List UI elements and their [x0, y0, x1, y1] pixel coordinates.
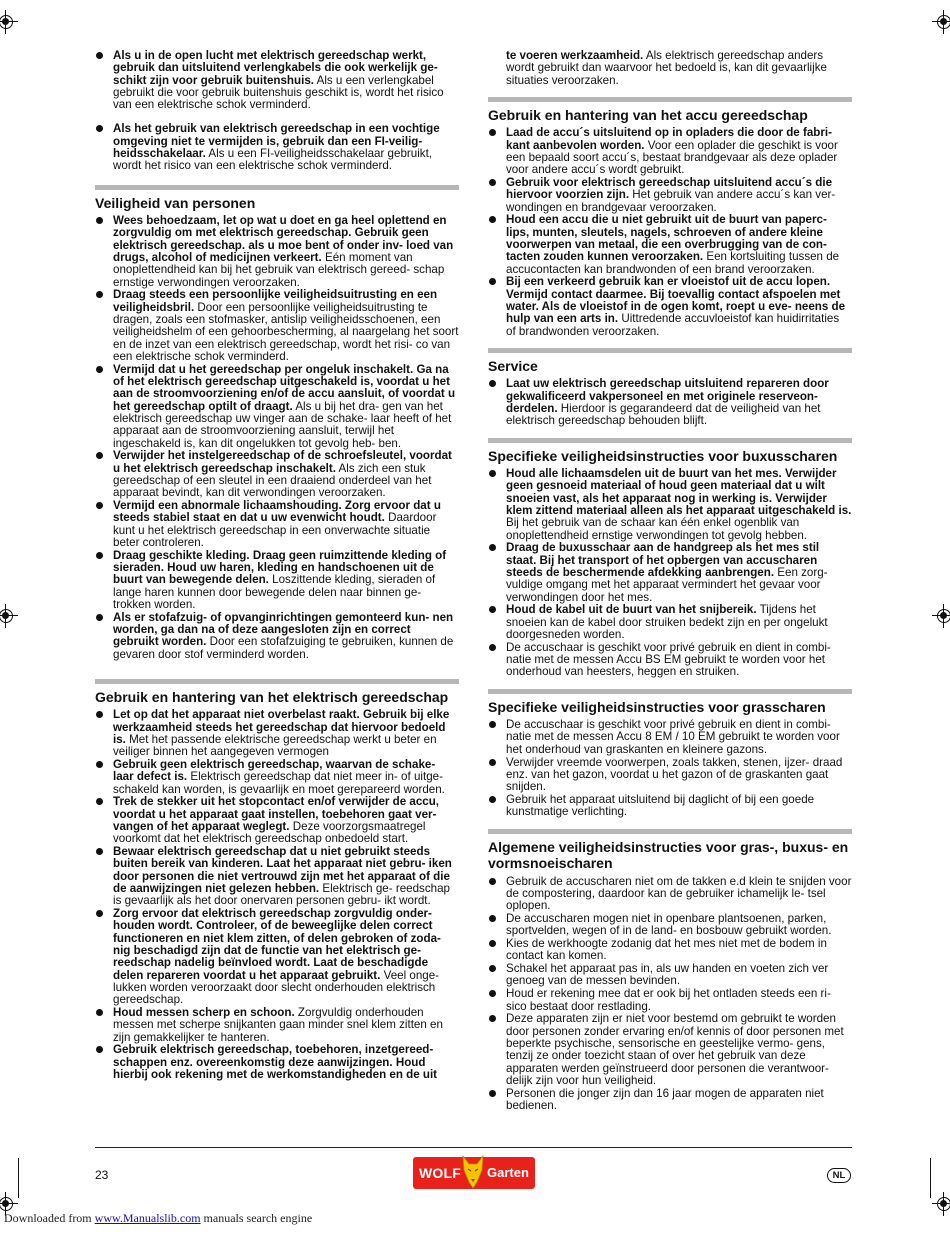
- logo-text-garten: Garten: [487, 1165, 529, 1180]
- bullet-icon: [489, 544, 496, 551]
- bullet-icon: [96, 761, 103, 768]
- bullet-icon: [489, 878, 496, 885]
- bullet-icon: [489, 129, 496, 136]
- list-item: Wees behoedzaam, let op wat u doet en ga heel oplettend en zorgvuldig om met elektrisch gereedschap. Gebruik geen elektrisch gereedschap. als u moe bent of onder inv- loed van drugs, alcohol of medicijnen verkeert. Eén moment van onoplettendheid kan bij het gebruik van elektrisch gereed- schap ernstige verwondingen veroorzaken.: [95, 215, 459, 289]
- bullet-icon: [96, 711, 103, 718]
- list-item: Houd messen scherp en schoon. Zorgvuldig onderhouden messen met scherpe snijkanten gaan minder snel klem zitten en zijn gemakkelijker te hanteren.: [95, 1007, 459, 1044]
- bullet-icon: [489, 1090, 496, 1097]
- left-column: [95, 50, 459, 1089]
- list-item: Als het gebruik van elektrisch gereedschap in een vochtige omgeving niet te vermijden is, gebruik dan een FI-veilig- heidsschakelaar. Als u een FI-veiligheidsschakelaar gebruikt, wordt het risico van een elektrische schok verminderd.: [95, 123, 459, 172]
- section-battery-tool-use: [488, 97, 852, 338]
- crop-mark-bottom-right: [932, 1192, 950, 1216]
- list-item: Gebruik de accuscharen niet om de takken e.d klein te snijden voor de compostering, daardoor kan de gebruiker ichamelijk le- tsel oplopen.: [488, 876, 852, 913]
- manualslib-link[interactable]: www.Manualslib.com: [94, 1211, 201, 1225]
- list-item: Gebruik het apparaat uitsluitend bij daglicht of bij een goede kunstmatige verlichting.: [488, 794, 852, 819]
- list-item: Kies de werkhoogte zodanig dat het mes niet met de bodem in contact kan komen.: [488, 938, 852, 963]
- bullet-icon: [489, 759, 496, 766]
- trim-line-right: [930, 1158, 931, 1198]
- bullet-icon: [96, 1009, 103, 1016]
- intro-list: [95, 50, 459, 173]
- bullet-icon: [96, 52, 103, 59]
- bullet-icon: [489, 179, 496, 186]
- list-item: Houd er rekening mee dat er ook bij het ontladen steeds een ri- sico bestaat door restlading.: [488, 988, 852, 1013]
- bullet-icon: [489, 470, 496, 477]
- bullet-icon: [489, 278, 496, 285]
- list-item: De accuschaar is geschikt voor privé gebruik en dient in combi- natie met de messen Accu BS EM gebruikt te worden voor het onderhoud van heesters, heggen en struiken.: [488, 642, 852, 679]
- bullet-icon: [96, 366, 103, 373]
- crop-mark-top-left: [0, 10, 18, 34]
- list-item: Verwijder het instelgereedschap of de schroefsleutel, voordat u het elektrisch gereedschap inschakelt. Als zich een stuk gereedschap of een sleutel in een draaiend onderdeel van het apparaat bevindt, kan dit verwondingen veroorzaken.: [95, 450, 459, 499]
- list-item: De accuschaar is geschikt voor privé gebruik en dient in combi- natie met de messen Accu 8 EM / 10 EM gebruikt te worden voor het onderhoud van graskanten en kleinere gazons.: [488, 719, 852, 756]
- list-item: Trek de stekker uit het stopcontact en/of verwijder de accu, voordat u het apparaat gaat instellen, toebehoren gaat ver- vangen of het apparaat weglegt. Deze voorzorgsmaatregel voorkomt dat het elektrisch gereedschap onbedoeld start.: [95, 796, 459, 845]
- bullet-icon: [96, 798, 103, 805]
- list-item: Deze apparaten zijn er niet voor bestemd om gebruikt te worden door personen zonder ervaring en/of kennis of door personen met beperkte psychische, sensorische en geestelijke vermo- gens, tenzij ze onder toezicht staan of over het gebruik van deze apparaten werden geïnstrueerd door personen die verantwoor- delijk zijn voor hun veiligheid.: [488, 1013, 852, 1087]
- right-column: [488, 50, 852, 1120]
- section-heading: Service: [488, 357, 538, 374]
- list-item: Gebruik elektrisch gereedschap, toebehoren, inzetgereed- schappen enz. overeenkomstig deze aanwijzingen. Houd hierbij ook rekening met de werkomstandigheden en de uit: [95, 1044, 459, 1081]
- list-item: Vermijd dat u het gereedschap per ongeluk inschakelt. Ga na of het elektrisch gereedschap uitgeschakeld is, voordat u het aan de stroomvoorziening en/of de accu aansluit, of voordat u het gereedschap optilt of draagt. Als u bij het dra- gen van het elektrisch gereedschap uw vinger aan de schake- laar heeft of het apparaat aan de stroomvoorziening aansluit, terwijl het ingeschakeld is, kan dit ongelukken tot gevolg heb- ben.: [95, 364, 459, 450]
- list-item: De accuscharen mogen niet in openbare plantsoenen, parken, sportvelden, wegen of in de land- en bosbouw gebruikt worden.: [488, 913, 852, 938]
- bullet-icon: [96, 291, 103, 298]
- crop-mark-mid-right: [932, 604, 950, 628]
- language-badge: NL: [827, 1168, 851, 1183]
- section-divider: [488, 348, 852, 353]
- bullet-icon: [489, 990, 496, 997]
- section-heading: Algemene veiligheidsinstructies voor gras-, buxus- en vormsnoeischaren: [488, 838, 849, 872]
- list-item: Draag geschikte kleding. Draag geen ruimzittende kleding of sieraden. Houd uw haren, kleding en handschoenen uit de buurt van bewegende delen. Loszittende kleding, sieraden of lange haren kunnen door bewegende delen naar binnen ge- trokken worden.: [95, 550, 459, 611]
- section-divider: [95, 679, 459, 684]
- bullet-icon: [489, 216, 496, 223]
- section-grass-shears-safety: [488, 689, 852, 819]
- footer-divider: [95, 1147, 852, 1148]
- crop-mark-top-right: [932, 10, 950, 34]
- list-item: Bewaar elektrisch gereedschap dat u niet gebruikt steeds buiten bereik van kinderen. Laat het apparaat niet gebru- iken door personen die niet vertrouwd zijn met het apparaat of die de aanwijzingen niet gelezen hebben. Elektrisch ge- reedschap is gevaarlijk als het door onervaren personen gebru- ikt wordt.: [95, 846, 459, 907]
- list-item: Zorg ervoor dat elektrisch gereedschap zorgvuldig onder- houden wordt. Controleer, of de beweeglijke delen correct functioneren en niet klem zitten, of delen gebroken of zoda- nig beschadigd zijn dat de functie van het elektrisch ge- reedschap nadelig beïnvloed wordt. Laat de beschadigde delen repareren voordat u het apparaat gebruikt. Veel onge- lukken worden veroorzaakt door slecht onderhouden elektrisch gereedschap.: [95, 908, 459, 1006]
- section-power-tool-use: [95, 679, 459, 1081]
- bullet-icon: [96, 217, 103, 224]
- section-divider: [488, 689, 852, 694]
- list-item: Gebruik voor elektrisch gereedschap uitsluitend accu´s die hiervoor voorzien zijn. Het gebruik van andere accu´s kan ver- wondingen en brandgevaar veroorzaken.: [488, 177, 852, 214]
- section-heading: Specifieke veiligheidsinstructies voor grasscharen: [488, 698, 826, 715]
- list-item: Als u in de open lucht met elektrisch gereedschap werkt, gebruik dan uitsluitend verlengkabels die ook werkelijk ge- schikt zijn voor gebruik buitenshuis. Als u een verlengkabel gebruikt die voor gebruik buitenshuis geschikt is, wordt het risico van een elektrische schok verminderd.: [95, 50, 459, 111]
- logo-text-wolf: WOLF: [419, 1165, 462, 1181]
- list-item: Vermijd een abnormale lichaamshouding. Zorg ervoor dat u steeds stabiel staat en dat u uw evenwicht houdt. Daardoor kunt u het elektrisch gereedschap in een onverwachte situatie beter controleren.: [95, 500, 459, 549]
- section-heading: Veiligheid van personen: [95, 194, 256, 211]
- bullet-icon: [96, 910, 103, 917]
- list-item: Schakel het apparaat pas in, als uw handen en voeten zich ver genoeg van de messen bevinden.: [488, 963, 852, 988]
- section-divider: [488, 829, 852, 834]
- section-heading: Gebruik en hantering van het accu gereedschap: [488, 106, 808, 123]
- bullet-icon: [96, 848, 103, 855]
- section-heading: Specifieke veiligheidsinstructies voor buxusscharen: [488, 447, 838, 464]
- download-note: Downloaded from www.Manualslib.com manuals search engine: [4, 1211, 313, 1225]
- bullet-icon: [489, 796, 496, 803]
- list-item: Draag de buxusschaar aan de handgreep als het mes stil staat. Bij het transport of het opbergen van accuscharen steeds de beschermende afdekking aanbrengen. Een zorg- vuldige omgang met het apparaat vermindert het gevaar voor verwondingen door het mes.: [488, 542, 852, 603]
- section-service: [488, 348, 852, 428]
- section-personal-safety: [95, 185, 459, 661]
- crop-mark-mid-left: [0, 604, 18, 628]
- bullet-icon: [96, 614, 103, 621]
- bullet-icon: [96, 552, 103, 559]
- page-number: 23: [95, 1168, 109, 1182]
- bullet-icon: [489, 965, 496, 972]
- bullet-icon: [489, 380, 496, 387]
- wolf-garten-logo: [413, 1157, 535, 1189]
- bullet-icon: [96, 1046, 103, 1053]
- list-item: Let op dat het apparaat niet overbelast raakt. Gebruik bij elke werkzaamheid steeds het gereedschap dat hiervoor bedoeld is. Met het passende elektrische gereedschap werkt u beter en veiliger binnen het aangegeven vermogen: [95, 709, 459, 758]
- list-item: Houd de kabel uit de buurt van het snijbereik. Tijdens het snoeien kan de kabel door struiken bedekt zijn en per ongelukt doorgesneden worden.: [488, 604, 852, 641]
- continuation-paragraph: te voeren werkzaamheid. Als elektrisch gereedschap anders wordt gebruikt dan waarvoor het bedoeld is, kan dit gevaarlijke situaties veroorzaken.: [506, 49, 827, 87]
- list-item: Verwijder vreemde voorwerpen, zoals takken, stenen, ijzer- draad enz. van het gazon, voordat u het gazon of de graskanten gaat snijden.: [488, 757, 852, 794]
- list-item: Draag steeds een persoonlijke veiligheidsuitrusting en een veiligheidsbril. Door een persoonlijke veiligheidsuitrusting te dragen, zoals een stofmasker, antislip veiligheidsschoenen, een veiligheidshelm of een gehoorbescherming, al naargelang het soort en de inzet van een elektrisch gereedschap, wordt het risi- co van een elektrische schok verminderd.: [95, 289, 459, 363]
- wolf-head-icon: [461, 1152, 485, 1192]
- bullet-icon: [489, 940, 496, 947]
- bullet-icon: [96, 125, 103, 132]
- section-divider: [488, 97, 852, 102]
- list-item: Gebruik geen elektrisch gereedschap, waarvan de schake- laar defect is. Elektrisch gereedschap dat niet meer in- of uitge- schakeld kan worden, is gevaarlijk en moet gerepareerd worden.: [95, 759, 459, 796]
- list-item: Houd alle lichaamsdelen uit de buurt van het mes. Verwijder geen gesnoeid materiaal of houd geen materiaal dat u wilt snoeien vast, als het apparaat nog in werking is. Verwijder klem zittend materiaal alleen als het apparaat uitgeschakeld is. Bij het gebruik van de schaar kan één enkel ogenblik van onoplettendheid ernstige verwondingen tot gevolg hebben.: [488, 468, 852, 542]
- section-heading: Gebruik en hantering van het elektrisch gereedschap: [95, 688, 449, 705]
- list-item: Houd een accu die u niet gebruikt uit de buurt van paperc- lips, munten, sleutels, nagels, schroeven of andere kleine voorwerpen van metaal, die een overbrugging van de con- tacten zouden kunnen veroorzaken. Een kortsluiting tussen de accucontacten kan brandwonden of een brand veroorzaken.: [488, 214, 852, 275]
- list-item: Laat uw elektrisch gereedschap uitsluitend repareren door gekwalificeerd vakpersoneel en met originele reserveon- derdelen. Hierdoor is gegarandeerd dat de veiligheid van het elektrisch gereedschap behouden blijft.: [488, 378, 852, 427]
- list-item: Als er stofafzuig- of opvanginrichtingen gemonteerd kun- nen worden, ga dan na of deze aangesloten zijn en correct gebruikt worden. Door een stofafzuiging te gebruiken, kunnen de gevaren door stof verminderd worden.: [95, 612, 459, 661]
- list-item: Bij een verkeerd gebruik kan er vloeistof uit de accu lopen. Vermijd contact daarmee. Bij toevallig contact afspoelen met water. Als de vloeistof in de ogen komt, roept u eve- neens de hulp van een arts in. Uittredende accuvloeistof kan huidirritaties of brandwonden veroorzaken.: [488, 276, 852, 337]
- bullet-icon: [96, 502, 103, 509]
- list-item: Laad de accu´s uitsluitend op in opladers die door de fabri- kant aanbevolen worden. Voor een oplader die geschikt is voor een bepaald soort accu´s, bestaat brandgevaar als deze oplader voor andere accu´s wordt gebruikt.: [488, 127, 852, 176]
- section-general-shears-safety: [488, 829, 852, 1113]
- bullet-icon: [489, 721, 496, 728]
- bullet-icon: [96, 452, 103, 459]
- section-divider: [488, 438, 852, 443]
- bullet-icon: [489, 1015, 496, 1022]
- bullet-icon: [489, 915, 496, 922]
- list-item: Personen die jonger zijn dan 16 jaar mogen de apparaten niet bedienen.: [488, 1088, 852, 1113]
- section-divider: [95, 185, 459, 190]
- trim-line-left: [18, 1158, 19, 1198]
- bullet-icon: [489, 644, 496, 651]
- section-hedge-shears-safety: [488, 438, 852, 679]
- bullet-icon: [489, 606, 496, 613]
